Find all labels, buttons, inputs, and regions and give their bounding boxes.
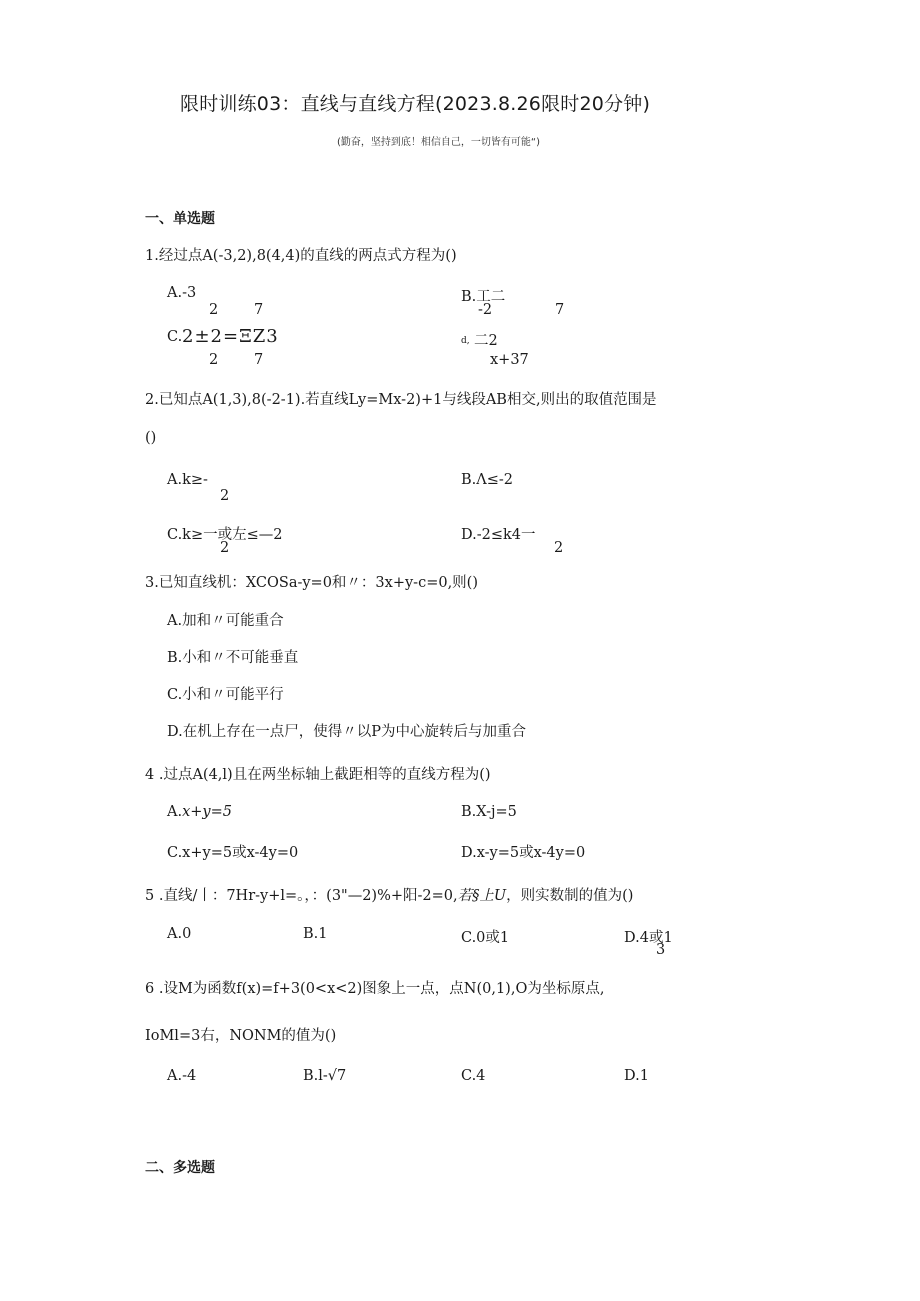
question-1-option-b: B.工二: [461, 289, 506, 305]
page-subtitle: (勤奋，坚持到底！相信自己，一切皆有可能“): [337, 137, 540, 148]
question-1-option-b-denominator-right: 7: [555, 302, 565, 318]
question-4-option-b: B.X-j=5: [461, 804, 517, 820]
question-5-option-d: D.4或1: [624, 930, 673, 946]
question-1-option-c-denominator-right: 7: [254, 352, 264, 368]
question-5-option-d-denominator: 3: [656, 942, 666, 958]
question-1-option-c-denominator-left: 2: [209, 352, 219, 368]
question-2-option-c: C.k≥一或左≤—2: [167, 527, 283, 543]
question-2-option-b: B.Λ≤-2: [461, 472, 514, 488]
question-2-option-a-denominator: 2: [220, 488, 230, 504]
section-heading-single-choice: 一、单选题: [145, 211, 215, 227]
question-6-option-d: D.1: [624, 1068, 649, 1084]
question-3-option-a: A.加和〃可能重合: [167, 613, 284, 629]
question-2-stem-continued: (): [145, 430, 157, 446]
question-5-option-a: A.0: [167, 926, 192, 942]
question-6-option-c: C.4: [461, 1068, 486, 1084]
question-4-option-a: A.x+y=5: [167, 804, 232, 820]
question-1-stem: 1.经过点A(-3,2),8(4,4)的直线的两点式方程为(): [145, 248, 457, 264]
question-6-stem: 6 .设M为函数f(x)=f+3(0<x<2)图象上一点，点N(0,1),O为坐标原点,: [145, 981, 605, 997]
question-1-option-a-denominator-left: 2: [209, 302, 219, 318]
question-5-option-b: B.1: [303, 926, 328, 942]
question-6-option-a: A.-4: [167, 1068, 197, 1084]
question-4-option-c: C.x+y=5或x-4y=0: [167, 845, 299, 861]
question-2-option-c-denominator: 2: [220, 540, 230, 556]
question-6-stem-continued: IoMl=3右，NONM的值为(): [145, 1028, 337, 1044]
question-5-stem: 5 .直线/丨：7Hr-y+l=。，：(3"—2)%+阳-2=0,若§上U，则实数制的值为(): [145, 888, 634, 904]
page-title: 限时训练03：直线与直线方程(2023.8.26限时20分钟): [180, 93, 651, 115]
question-6-option-b: B.l-√7: [303, 1068, 347, 1084]
question-2-option-a: A.k≥-: [167, 472, 208, 488]
question-1-option-a-denominator-right: 7: [254, 302, 264, 318]
question-1-option-a: A.-3: [167, 285, 197, 301]
question-1-option-d-denominator: x+37: [490, 352, 529, 368]
question-1-option-b-denominator-left: -2: [478, 302, 493, 318]
question-4-option-d: D.x-y=5或x-4y=0: [461, 845, 586, 861]
question-1-option-c-label: C.: [167, 329, 183, 345]
question-1-option-c: 2±2=ΞZ3: [182, 326, 279, 347]
section-heading-multiple-choice: 二、多选题: [145, 1160, 215, 1176]
question-3-option-b: B.小和〃不可能垂直: [167, 650, 299, 666]
question-4-stem: 4 .过点A(4,l)且在两坐标轴上截距相等的直线方程为(): [145, 767, 491, 783]
question-2-stem: 2.已知点A(1,3),8(-2-1).若直线Ly=Mx-2)+1与线段AB相交,则出的取值范围是: [145, 392, 657, 408]
question-3-option-d: D.在机上存在一点尸，使得〃以P为中心旋转后与加重合: [167, 724, 526, 740]
question-3-stem: 3.已知直线机：XCOSa-y=0和〃：3x+y-c=0,则(): [145, 575, 478, 591]
question-2-option-d: D.-2≤k4一: [461, 527, 536, 543]
question-1-option-d-label: d,: [461, 336, 470, 346]
question-1-option-d: 二2: [474, 333, 498, 349]
question-5-option-c: C.0或1: [461, 930, 510, 946]
question-3-option-c: C.小和〃可能平行: [167, 687, 284, 703]
question-2-option-d-denominator: 2: [554, 540, 564, 556]
